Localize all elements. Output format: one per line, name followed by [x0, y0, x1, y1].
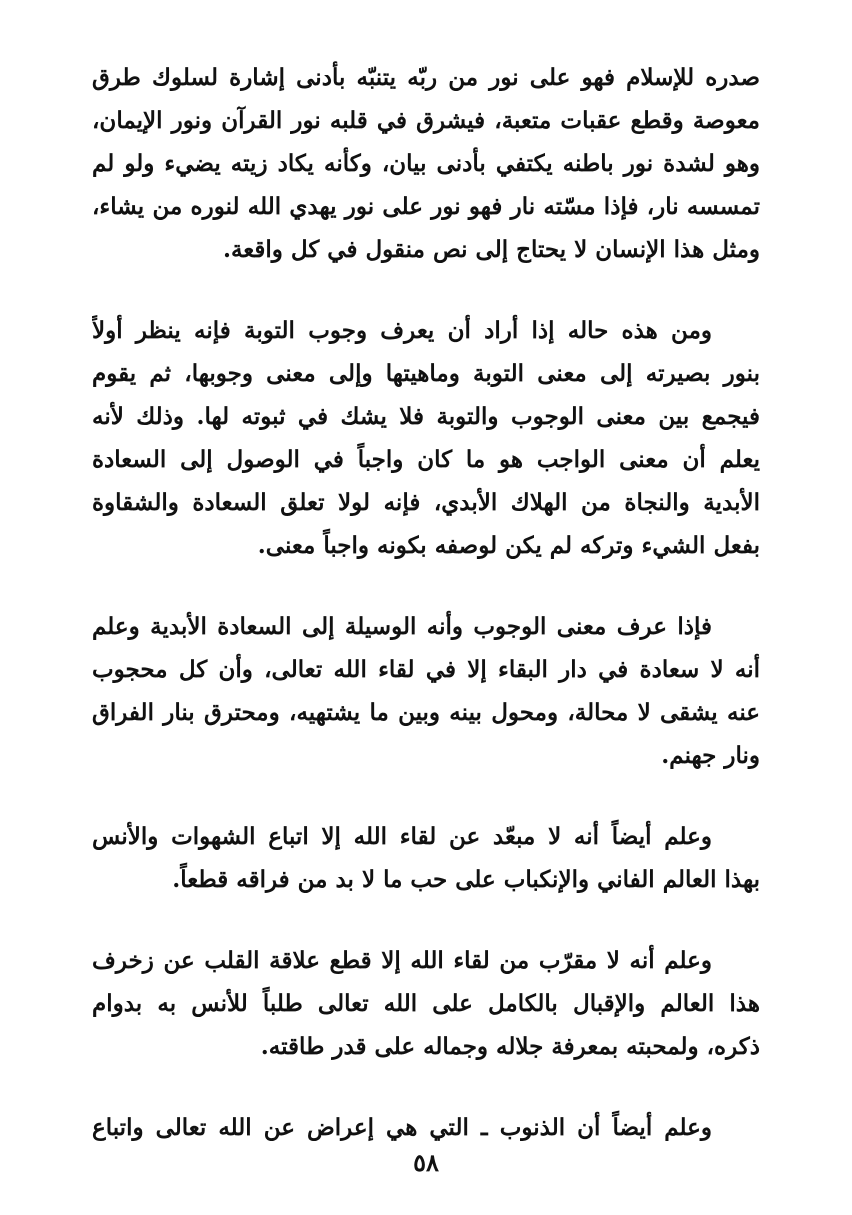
text-line: وعلم أيضاً أن الذنوب ـ التي هي إعراض عن الله تعالى واتباع — [92, 1114, 712, 1141]
text-line: فإذا عرف معنى الوجوب وأنه الوسيلة إلى السعادة الأبدية وعلم — [92, 613, 712, 640]
text-line: الأبدية والنجاة من الهلاك الأبدي، فإنه لولا تعلق السعادة والشقاوة — [92, 489, 760, 516]
paragraph-gap — [92, 901, 760, 939]
paragraph-4 — [92, 815, 760, 901]
paragraph-gap — [92, 271, 760, 309]
text-line: بفعل الشيء وتركه لم يكن لوصفه بكونه واجباً معنى. — [257, 532, 760, 559]
text-line: فيجمع بين معنى الوجوب والتوبة فلا يشك في ثبوته لها. وذلك لأنه — [92, 403, 760, 430]
text-line: بهذا العالم الفاني والإنكباب على حب ما لا بد من فراقه قطعاً. — [172, 866, 760, 893]
body-text — [92, 56, 760, 1149]
paragraph-gap — [92, 567, 760, 605]
paragraph-1 — [92, 56, 760, 271]
text-line: هذا العالم والإقبال بالكامل على الله تعالى طلباً للأنس به بدوام — [92, 990, 760, 1017]
text-line: وهو لشدة نور باطنه يكتفي بأدنى بيان، وكأنه يكاد زيته يضيء ولو لم — [92, 150, 760, 177]
text-line: تمسسه نار، فإذا مسّته نار فهو نور على نور يهدي الله لنوره من يشاء، — [92, 193, 760, 220]
paragraph-6 — [92, 1106, 760, 1149]
text-line: وعلم أيضاً أنه لا مبعّد عن لقاء الله إلا اتباع الشهوات والأنس — [92, 823, 712, 850]
text-line: عنه يشقى لا محالة، ومحول بينه وبين ما يشتهيه، ومحترق بنار الفراق — [92, 699, 760, 726]
text-line: معوصة وقطع عقبات متعبة، فيشرق في قلبه نور القرآن ونور الإيمان، — [92, 107, 760, 134]
paragraph-gap — [92, 777, 760, 815]
text-line: بنور بصيرته إلى معنى التوبة وماهيتها وإلى معنى وجوبها، ثم يقوم — [92, 360, 760, 387]
text-line: ومن هذه حاله إذا أراد أن يعرف وجوب التوبة فإنه ينظر أولاً — [92, 317, 712, 344]
paragraph-5 — [92, 939, 760, 1068]
text-line: يعلم أن معنى الواجب هو ما كان واجباً في الوصول إلى السعادة — [92, 446, 760, 473]
text-line: وعلم أنه لا مقرّب من لقاء الله إلا قطع علاقة القلب عن زخرف — [92, 947, 712, 974]
text-line: ومثل هذا الإنسان لا يحتاج إلى نص منقول في كل واقعة. — [222, 236, 760, 263]
paragraph-gap — [92, 1068, 760, 1106]
text-line: صدره للإسلام فهو على نور من ربّه يتنبّه بأدنى إشارة لسلوك طرق — [92, 64, 760, 91]
text-line: ونار جهنم. — [661, 742, 760, 769]
paragraph-2 — [92, 309, 760, 567]
paragraph-3 — [92, 605, 760, 777]
text-line: أنه لا سعادة في دار البقاء إلا في لقاء الله تعالى، وأن كل محجوب — [92, 656, 760, 683]
page-number: ٥٨ — [413, 1148, 439, 1177]
text-line: ذكره، ولمحبته بمعرفة جلاله وجماله على قدر طاقته. — [260, 1033, 760, 1060]
